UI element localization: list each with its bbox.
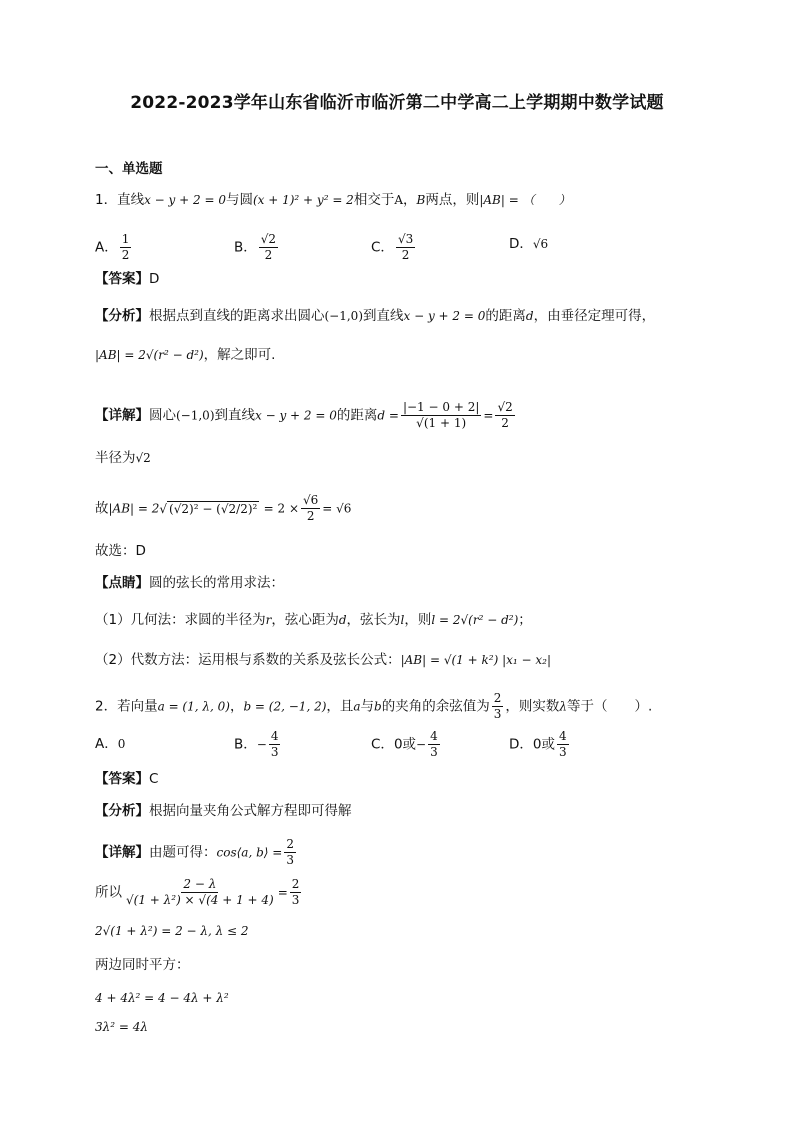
vector-b: b = (2, −1, 2) xyxy=(243,699,327,714)
fraction: $\frac{√2}{2}$ xyxy=(260,232,277,262)
q2-step-2: 4 + 4λ² = 4 − 4λ + λ² xyxy=(95,991,229,1005)
cosine-fraction: $\frac{2 - \lambda}{\text{√(1 + λ²) × √(4 + 1 + 4)}}$ xyxy=(126,877,274,907)
q1-answer: 【答案】D xyxy=(95,271,160,287)
q1-method-2: （2）代数方法：运用根与系数的关系及弦长公式：|AB| = √(1 + k²) |x₁ − x₂| xyxy=(95,652,551,668)
fraction: $\frac{1}{2}$ xyxy=(121,232,130,262)
q2-step-3: 3λ² = 4λ xyxy=(95,1020,148,1034)
fraction: $\frac{√3}{2}$ xyxy=(397,232,414,262)
q2-step-1: 2√(1 + λ²) = 2 − λ, λ ≤ 2 xyxy=(95,924,249,938)
fraction: $\frac{√2}{2}$ xyxy=(497,400,513,430)
q1-analysis-cont: |AB| = 2√(r² − d²)，解之即可. xyxy=(95,347,276,363)
q1-option-d: D．√6 xyxy=(509,236,549,252)
q2-stem: 2．若向量a = (1, λ, 0)，b = (2, −1, 2)，且a与b的夹角的余弦值为 $\frac{2}{3}$ ，则实数λ等于（ ）. xyxy=(95,691,653,721)
ab-expression: |AB| = （ ） xyxy=(479,193,571,207)
q1-tip: 【点睛】圆的弦长的常用求法： xyxy=(95,575,284,591)
q2-step-suoyi: 所以 $\frac{2 - \lambda}{\text{√(1 + λ²) × √(4 + 1 + 4)}}$ = $\frac{2}{3}$ xyxy=(95,877,300,907)
fraction: $\frac{2}{3}$ xyxy=(493,691,502,721)
q2-detail: 【详解】由题可得：cos⟨a, b⟩ = $\frac{2}{3}$ xyxy=(95,837,294,867)
vector-a: a = (1, λ, 0) xyxy=(157,699,230,714)
fraction: $\frac{4}{3}$ xyxy=(559,729,567,759)
q2-option-d: D．0或 $\frac{4}{3}$ xyxy=(509,729,567,759)
fraction: $\frac{2}{3}$ xyxy=(286,837,294,867)
q1-stem: 1．直线x − y + 2 = 0与圆(x + 1)² + y² = 2相交于A，B两点，则|AB| = （ ） xyxy=(95,192,571,208)
q1-radius: 半径为√2 xyxy=(95,450,151,466)
q2-square-text: 两边同时平方： xyxy=(95,957,190,973)
q1-detail: 【详解】圆心(−1,0)到直线x − y + 2 = 0的距离d = $\frac{|-1 - 0 + 2|}{√(1 + 1)}$ = $\frac{√2}{2}$ xyxy=(95,400,513,430)
circle-equation: (x + 1)² + y² = 2 xyxy=(252,193,354,207)
fraction: $\frac{2}{3}$ xyxy=(291,877,300,907)
q2-option-c: C．0或− $\frac{4}{3}$ xyxy=(371,729,438,759)
line-equation: x − y + 2 = 0 xyxy=(144,193,226,207)
q1-option-a: A． $\frac{1}{2}$ xyxy=(95,232,130,262)
q1-method-1: （1）几何法：求圆的半径为r，弦心距为d，弦长为l，则l = 2√(r² − d²)； xyxy=(95,612,532,628)
fraction: $\frac{√6}{2}$ xyxy=(303,493,319,523)
distance-fraction: $\frac{|-1 - 0 + 2|}{√(1 + 1)}$ xyxy=(402,400,480,430)
q2-option-a: A．0 xyxy=(95,736,126,752)
q1-option-b: B． $\frac{√2}{2}$ xyxy=(234,232,277,262)
sqrt-expression: √ (√2)² − (√2/2)² xyxy=(159,501,258,516)
fraction: $\frac{4}{3}$ xyxy=(270,729,279,759)
q1-analysis: 【分析】根据点到直线的距离求出圆心(−1,0)到直线x − y + 2 = 0的距离d，由垂径定理可得， xyxy=(95,308,656,324)
q1-chord-calc: 故|AB| = 2√ (√2)² − (√2/2)² = 2 × $\frac{√6}{2}$ = √6 xyxy=(95,493,352,523)
q2-option-b: B．− $\frac{4}{3}$ xyxy=(234,729,279,759)
page-title: 2022-2023学年山东省临沂市临沂第二中学高二上学期期中数学试题 xyxy=(130,93,664,113)
q1-choice: 故选：D xyxy=(95,543,146,559)
q2-answer: 【答案】C xyxy=(95,771,159,787)
q2-analysis: 【分析】根据向量夹角公式解方程即可得解 xyxy=(95,803,352,819)
q1-option-c: C． $\frac{√3}{2}$ xyxy=(371,232,414,262)
fraction: $\frac{4}{3}$ xyxy=(430,729,438,759)
section-heading: 一、单选题 xyxy=(95,161,163,177)
chord-formula: |AB| = 2√(r² − d²) xyxy=(95,348,204,362)
